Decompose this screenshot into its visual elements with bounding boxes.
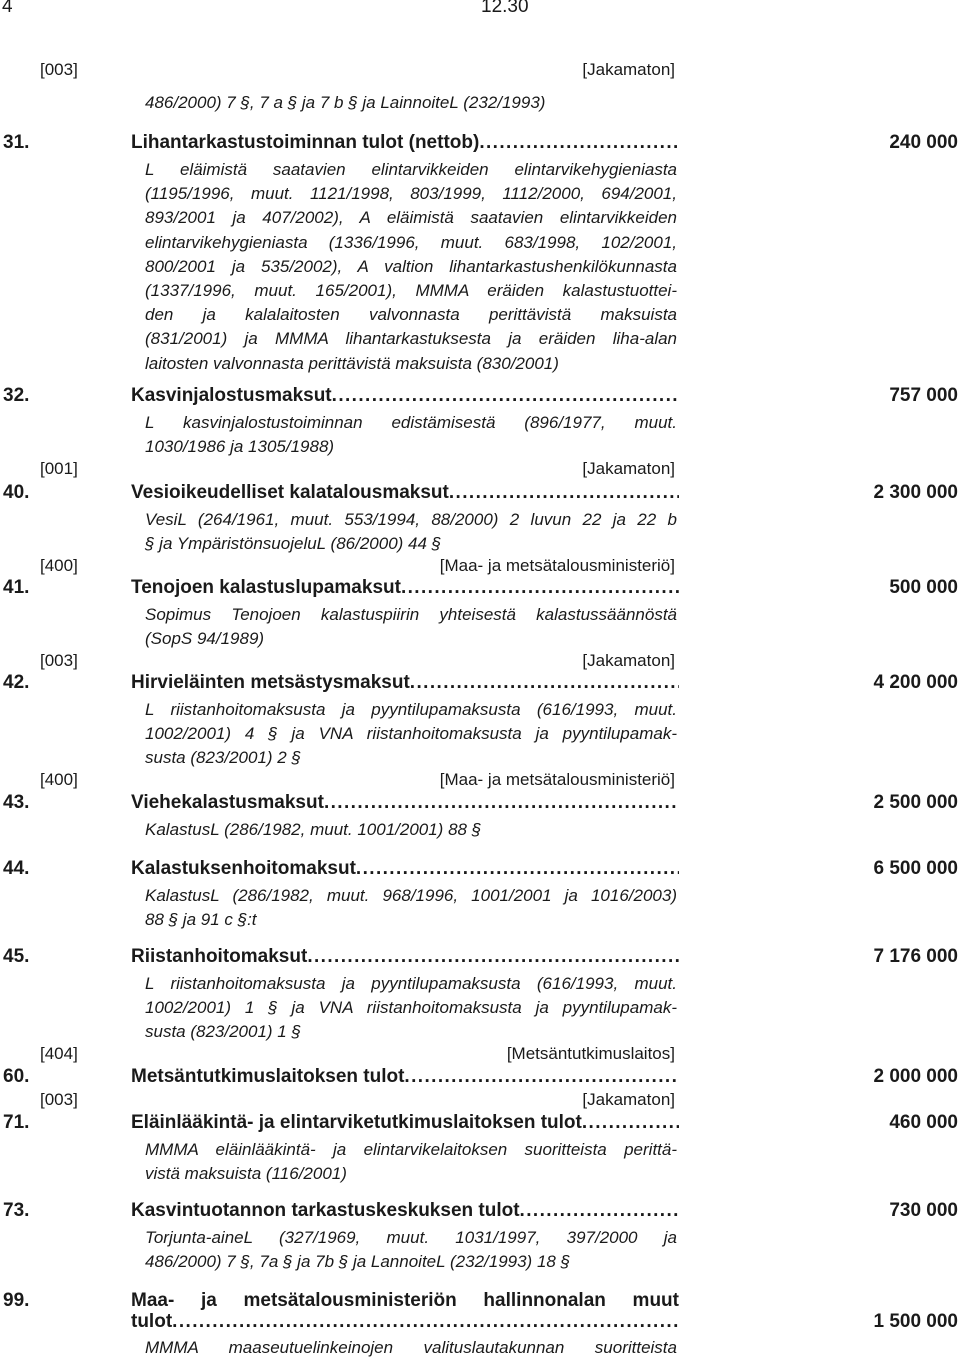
entry-description — [145, 1336, 677, 1360]
entry-amount: 2 300 000 — [873, 482, 958, 503]
entry-description — [145, 1138, 677, 1186]
description-line: L riistanhoitomaksusta ja pyyntilupamaksusta (616/1993, muut. — [145, 700, 677, 719]
entry-number: 43. — [3, 792, 30, 813]
entry-title: Viehekalastusmaksut ..... — [131, 792, 679, 814]
entry-number: 60. — [3, 1066, 30, 1087]
entry-code: [003] — [40, 651, 78, 670]
description-line: (SopS 94/1989) — [145, 629, 265, 649]
entry-description — [145, 603, 677, 651]
entry-description — [145, 411, 677, 459]
entry-unit: [Jakamaton] — [582, 459, 675, 478]
description-line: (1195/1996, muut. 1121/1998, 803/1999, 1112/2000, 694/2001, — [145, 184, 677, 204]
entry-description — [145, 1226, 677, 1274]
entry-unit: [Maa- ja metsätalousministeriö] — [439, 556, 675, 575]
entry-title: Tenojoen kalastuslupamaksut ..... — [131, 577, 679, 599]
description-line: 486/2000) 7 §, 7 a § ja 7 b § ja LainnoiteL (232/1993) — [145, 93, 546, 112]
entry-unit: [Jakamaton] — [582, 1090, 675, 1109]
entry-unit: [Metsäntutkimuslaitos] — [506, 1044, 675, 1063]
entry-amount: 2 000 000 — [873, 1066, 958, 1087]
entry-amount: 460 000 — [889, 1112, 958, 1133]
entry-code: [001] — [40, 459, 78, 478]
description-line: elintarvikehygieniasta (1336/1996, muut. 683/1998, 102/2001, — [145, 232, 677, 252]
description-line: MMMA maaseutuelinkeinojen valituslautakunnan suoritteista — [145, 1338, 677, 1357]
description-line: MMMA eläinlääkintä- ja elintarvikelaitoksen suoritteista perittä- — [145, 1140, 677, 1159]
entry-title: tulot ..... — [131, 1311, 679, 1333]
entry-title: Kalastuksenhoitomaksut ..... — [131, 858, 679, 880]
entry-number: 73. — [3, 1200, 30, 1221]
description-line: L kasvinjalostustoiminnan edistämisestä (896/1977, muut. — [145, 413, 677, 432]
entry-title: Lihantarkastustoiminnan tulot (nettob) ..... — [131, 132, 679, 154]
entry-amount: 6 500 000 — [873, 858, 958, 879]
entry-number: 40. — [3, 482, 30, 503]
entry-code: [404] — [40, 1044, 78, 1063]
entry-title: Vesioikeudelliset kalatalousmaksut ..... — [131, 482, 679, 504]
entry-amount: 500 000 — [889, 577, 958, 598]
entry-number: 71. — [3, 1112, 30, 1133]
entry-code: [400] — [40, 556, 78, 575]
description-line: 1002/2001) 1 § ja VNA riistanhoitomaksusta ja pyyntilupamak- — [145, 998, 677, 1018]
description-line: susta (823/2001) 2 § — [145, 748, 301, 768]
entry-amount: 2 500 000 — [873, 792, 958, 813]
description-line: § ja YmpäristönsuojeluL (86/2000) 44 § — [145, 534, 442, 554]
description-line: (1337/1996, muut. 165/2001), MMMA eräiden kalastustuottei- — [145, 280, 677, 300]
entry-description — [145, 158, 677, 376]
entry-unit: [Jakamaton] — [582, 60, 675, 79]
entry-code: [003] — [40, 60, 78, 79]
description-line: 800/2001 ja 535/2002), A valtion lihantarkastushenkilökunnasta — [145, 256, 677, 276]
description-line: (831/2001) ja MMMA lihantarkastuksesta ja eräiden liha-alan — [145, 329, 677, 349]
description-line: Torjunta-aineL (327/1969, muut. 1031/1997, 397/2000 ja — [145, 1228, 677, 1247]
entry-code: [400] — [40, 770, 78, 789]
entry-amount: 240 000 — [889, 132, 958, 153]
entry-number: 44. — [3, 858, 30, 879]
entry-description — [145, 698, 677, 771]
entry-amount: 7 176 000 — [873, 946, 958, 967]
description-line: susta (823/2001) 1 § — [145, 1022, 301, 1042]
description-line: 1002/2001) 4 § ja VNA riistanhoitomaksusta ja pyyntilupamak- — [145, 724, 677, 744]
entry-number: 32. — [3, 385, 30, 406]
entry-unit: [Jakamaton] — [582, 651, 675, 670]
entry-title-line: Maa- ja metsätalousministeriön hallinnonalan muut — [131, 1290, 679, 1311]
entry-description — [145, 818, 677, 842]
entry-title: Metsäntutkimuslaitoksen tulot ..... — [131, 1066, 679, 1088]
description-line: vistä maksuista (116/2001) — [145, 1164, 347, 1184]
entry-title: Kasvinjalostusmaksut ..... — [131, 385, 679, 407]
entry-amount: 1 500 000 — [873, 1311, 958, 1332]
entry-description — [145, 884, 677, 932]
entry-number: 45. — [3, 946, 30, 967]
entry-amount: 4 200 000 — [873, 672, 958, 693]
entry-title: Hirvieläinten metsästysmaksut ..... — [131, 672, 679, 694]
entry-description — [145, 508, 677, 556]
description-line: L riistanhoitomaksusta ja pyyntilupamaksusta (616/1993, muut. — [145, 974, 677, 993]
entry-number: 41. — [3, 577, 30, 598]
entry-code: [003] — [40, 1090, 78, 1109]
description-line: laitosten valvonnasta perittävistä maksuista (830/2001) — [145, 353, 559, 373]
entry-title: Riistanhoitomaksut ..... — [131, 946, 679, 968]
description-line: 1030/1986 ja 1305/1988) — [145, 437, 335, 457]
entry-title: Kasvintuotannon tarkastuskeskuksen tulot ..... — [131, 1200, 679, 1222]
description-line: Sopimus Tenojoen kalastuspiirin yhteisestä kalastussäännöstä — [145, 605, 677, 624]
description-line: 893/2001 ja 407/2002), A eläimistä saatavien elintarvikkeiden — [145, 208, 677, 228]
entry-amount: 757 000 — [889, 385, 958, 406]
description-line: KalastusL (286/1982, muut. 968/1996, 1001/2001 ja 1016/2003) — [145, 886, 677, 905]
entry-title: Eläinlääkintä- ja elintarviketutkimuslaitoksen tulot ..... — [131, 1112, 679, 1134]
entry-number: 31. — [3, 132, 30, 153]
entry-unit: [Maa- ja metsätalousministeriö] — [439, 770, 675, 789]
entry-amount: 730 000 — [889, 1200, 958, 1221]
description-line: den ja kalalaitosten valvonnasta perittävistä maksuista — [145, 305, 677, 325]
entry-number: 42. — [3, 672, 30, 693]
page-number: 4 — [2, 0, 13, 17]
description-line: 486/2000) 7 §, 7a § ja 7b § ja LannoiteL (232/1993) 18 § — [145, 1252, 571, 1272]
description-line: KalastusL (286/1982, muut. 1001/2001) 88 § — [145, 820, 482, 839]
document-date: 12.30 — [481, 0, 529, 17]
description-line: L eläimistä saatavien elintarvikkeiden elintarvikehygieniasta — [145, 160, 677, 179]
entry-description — [145, 91, 677, 115]
description-line: VesiL (264/1961, muut. 553/1994, 88/2000) 2 luvun 22 ja 22 b — [145, 510, 677, 529]
description-line: 88 § ja 91 c §:t — [145, 910, 257, 930]
entry-description — [145, 972, 677, 1045]
entry-number: 99. — [3, 1290, 30, 1311]
